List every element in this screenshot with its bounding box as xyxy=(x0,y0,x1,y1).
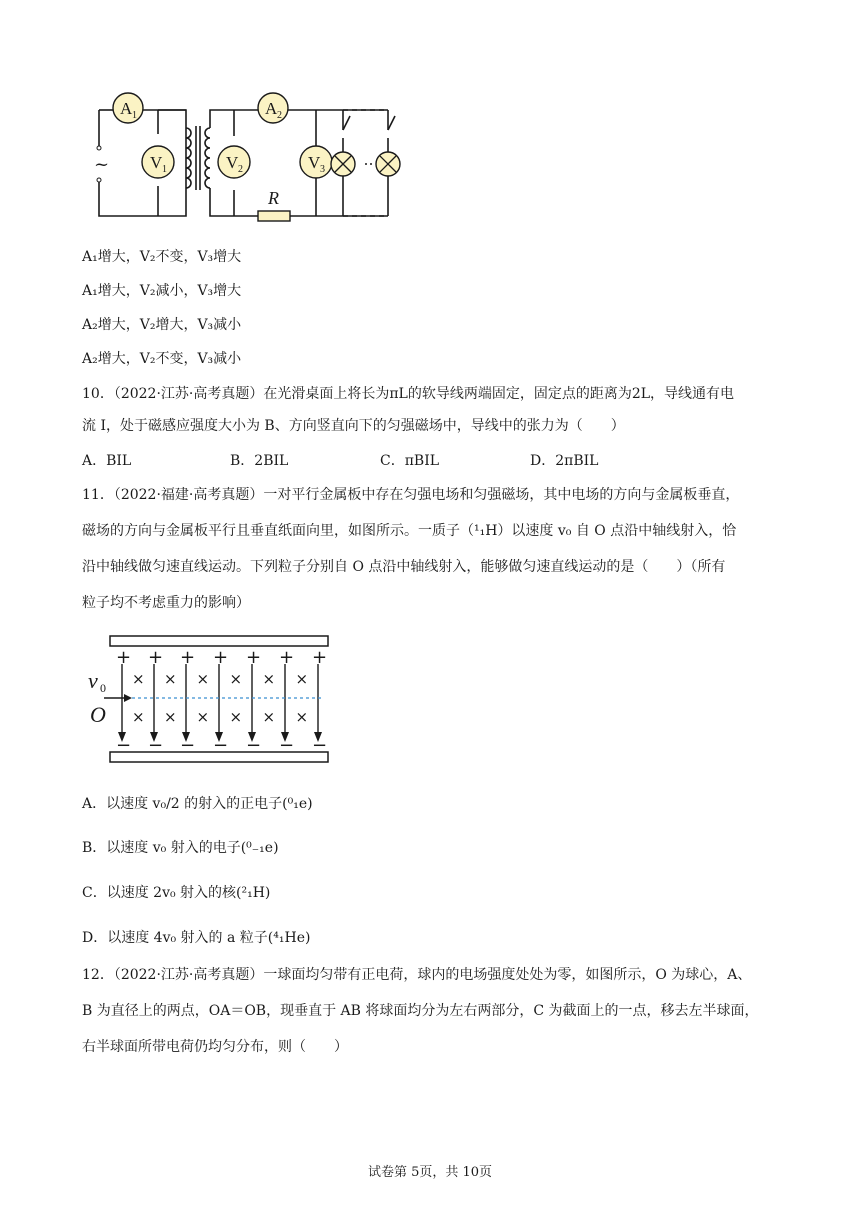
svg-text:V: V xyxy=(308,153,321,172)
magnetic-field-cross: × xyxy=(295,670,309,688)
plus-sign: + xyxy=(246,647,262,668)
page-footer: 试卷第 5页，共 10页 xyxy=(367,1165,493,1180)
q11-stem-line-2: 磁场的方向与金属板平行且垂直纸面向里，如图所示。一质子（¹₁H）以速度 v₀ 自 O 点沿中轴线射入，恰 xyxy=(82,523,737,539)
resistor-r xyxy=(258,211,290,221)
q12-stem-line-1: 12．（2022·江苏·高考真题）一球面均匀带有正电荷，球内的电场强度处处为零，如图所示，O 为球心，A、 xyxy=(82,967,752,983)
q10-option-d: D．2πBIL xyxy=(530,453,599,469)
magnetic-field-cross: × xyxy=(196,670,210,688)
magnetic-field-cross: × xyxy=(164,670,177,688)
plus-sign: + xyxy=(148,647,164,668)
svg-text:V: V xyxy=(226,153,239,172)
plus-sign: + xyxy=(180,647,196,668)
svg-text:2: 2 xyxy=(277,110,282,121)
q10-stem-line-1: 10．（2022·江苏·高考真题）在光滑桌面上将长为πL的软导线两端固定，固定点的距离为2L，导线通有电 xyxy=(82,386,735,402)
plus-sign: + xyxy=(116,647,132,668)
plus-sign: + xyxy=(312,647,328,668)
magnetic-field-cross: × xyxy=(196,708,210,726)
magnetic-field-cross: × xyxy=(262,670,276,688)
parallel-plates-figure xyxy=(84,630,334,766)
ac-source-symbol: ~ xyxy=(94,154,110,175)
q9-option-c: A₂增大，V₂增大，V₃减小 xyxy=(82,317,242,333)
svg-text:1: 1 xyxy=(132,110,137,121)
magnetic-field-cross: × xyxy=(229,708,243,726)
q11-option-a: A．以速度 v₀/2 的射入的正电子(⁰₁e) xyxy=(82,796,313,812)
svg-text:3: 3 xyxy=(320,164,325,175)
q11-stem-line-4: 粒子均不考虑重力的影响） xyxy=(82,595,250,611)
minus-sign: − xyxy=(246,735,262,756)
magnetic-field-cross: × xyxy=(229,670,243,688)
q12-stem-line-2: B 为直径上的两点，OA＝OB，现垂直于 AB 将球面均分为左右两部分，C 为截面上的一点，移去左半球面， xyxy=(82,1003,759,1019)
q10-option-c: C．πBIL xyxy=(380,453,440,469)
minus-sign: − xyxy=(213,735,229,756)
q11-option-d: D．以速度 4v₀ 射入的 a 粒子(⁴₁He) xyxy=(82,930,311,946)
transformer-circuit-diagram xyxy=(88,86,418,226)
q9-option-d: A₂增大，V₂不变，V₃减小 xyxy=(82,351,242,367)
magnetic-field-cross: × xyxy=(295,708,309,726)
magnetic-field-cross: × xyxy=(262,708,276,726)
plus-sign: + xyxy=(213,647,229,668)
magnetic-field-cross: × xyxy=(132,670,145,688)
svg-text:V: V xyxy=(150,153,163,172)
q10-stem-line-2: 流 I，处于磁感应强度大小为 B、方向竖直向下的匀强磁场中，导线中的张力为（ ） xyxy=(82,418,625,434)
svg-text:A: A xyxy=(120,99,133,118)
svg-text:1: 1 xyxy=(162,164,167,175)
minus-sign: − xyxy=(279,735,295,756)
q11-option-c: C．以速度 2v₀ 射入的核(²₁H) xyxy=(82,885,271,901)
q9-option-a: A₁增大，V₂不变，V₃增大 xyxy=(82,249,242,265)
magnetic-field-cross: × xyxy=(164,708,177,726)
q11-stem-line-3: 沿中轴线做匀速直线运动。下列粒子分别自 O 点沿中轴线射入，能够做匀速直线运动的是（ ）（所有 xyxy=(82,559,726,575)
q10-option-b: B．2BIL xyxy=(230,453,289,469)
svg-text:A: A xyxy=(265,99,278,118)
svg-text:v: v xyxy=(88,668,98,693)
minus-sign: − xyxy=(180,735,196,756)
svg-text:2: 2 xyxy=(238,164,243,175)
q10-option-a: A．BIL xyxy=(82,453,132,469)
minus-sign: − xyxy=(116,735,132,756)
magnetic-field-cross: × xyxy=(132,708,145,726)
svg-text:0: 0 xyxy=(100,681,106,695)
q11-stem-line-1: 11．（2022·福建·高考真题）一对平行金属板中存在匀强电场和匀强磁场，其中电场的方向与金属板垂直， xyxy=(82,487,740,503)
q12-stem-line-3: 右半球面所带电荷仍均匀分布，则（ ） xyxy=(82,1039,348,1055)
q11-option-b: B．以速度 v₀ 射入的电子(⁰₋₁e) xyxy=(82,840,279,856)
svg-text:O: O xyxy=(90,702,106,727)
svg-text:R: R xyxy=(268,188,279,208)
minus-sign: − xyxy=(312,735,328,756)
plus-sign: + xyxy=(279,647,295,668)
q9-option-b: A₁增大，V₂减小，V₃增大 xyxy=(82,283,242,299)
minus-sign: − xyxy=(148,735,164,756)
